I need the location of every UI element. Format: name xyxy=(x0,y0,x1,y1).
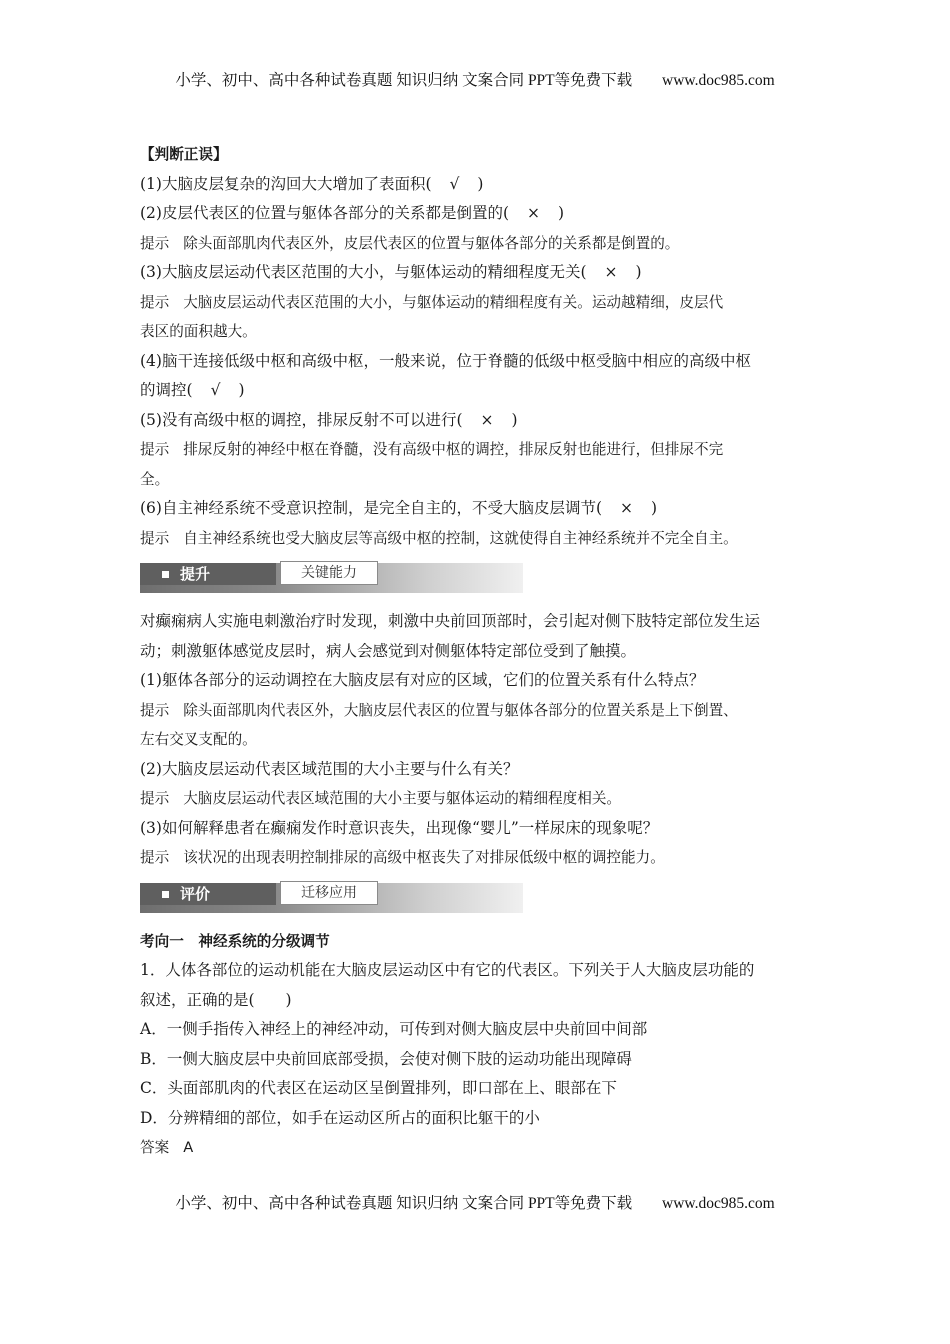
judge-item-5: (5)没有高级中枢的调控，排尿反射不可以进行( × ) xyxy=(140,406,820,436)
judge-item-6: (6)自主神经系统不受意识控制，是完全自主的，不受大脑皮层调节( × ) xyxy=(140,494,820,524)
improve-answer-2: 提示 大脑皮层运动代表区域范围的大小主要与躯体运动的精细程度相关。 xyxy=(140,790,622,807)
improve-question-2: (2)大脑皮层运动代表区域范围的大小主要与什么有关？ xyxy=(140,759,519,778)
cross-mark: × xyxy=(604,263,618,281)
improve-question-1: (1)躯体各部分的运动调控在大脑皮层有对应的区域，它们的位置关系有什么特点？ xyxy=(140,671,705,689)
hint-6: 提示 自主神经系统也受大脑皮层等高级中枢的控制，这就使得自主神经系统并不完全自主。 xyxy=(140,529,738,547)
option-c: C．头面部肌肉的代表区在运动区呈倒置排列，即口部在上、眼部在下 xyxy=(140,1079,617,1097)
question-1: 1．人体各部位的运动机能在大脑皮层运动区中有它的代表区。下列关于人大脑皮层功能的 叙述，正确的是( ) xyxy=(140,961,755,1009)
judge-item-3: (3)大脑皮层运动代表区范围的大小，与躯体运动的精细程度无关( × ) xyxy=(140,258,820,288)
section-banner-improve: 提升 关键能力 xyxy=(140,559,523,593)
option-b: B．一侧大脑皮层中央前回底部受损，会使对侧下肢的运动功能出现障碍 xyxy=(140,1049,632,1068)
improve-intro: 对癫痫病人实施电刺激治疗时发现，刺激中央前回顶部时，会引起对侧下肢特定部位发生运 动；刺激躯体感觉皮层时，病人会感觉到对侧躯体特定部位受到了触摸。 xyxy=(140,612,761,660)
improve-answer-3: 提示 该状况的出现表明控制排尿的高级中枢丧失了对排尿低级中枢的调控能力。 xyxy=(140,849,665,866)
section-banner-evaluate: 评价 迁移应用 xyxy=(140,879,523,913)
hint-5: 提示 排尿反射的神经中枢在脊髓，没有高级中枢的调控，排尿反射也能进行，但排尿不完 全。 xyxy=(140,441,724,488)
footer-url[interactable]: www.doc985.com xyxy=(662,1195,775,1212)
improve-question-3: (3)如何解释患者在癫痫发作时意识丧失，出现像“婴儿”一样尿床的现象呢？ xyxy=(140,818,659,837)
judge-title: 【判断正误】 xyxy=(140,146,228,163)
cross-mark: × xyxy=(620,499,634,517)
header-text: 小学、初中、高中各种试卷真题 知识归纳 文案合同 PPT等免费下载 xyxy=(175,72,633,89)
footer-text: 小学、初中、高中各种试卷真题 知识归纳 文案合同 PPT等免费下载 xyxy=(175,1195,633,1212)
section-title: 考向一 神经系统的分级调节 xyxy=(140,932,330,950)
square-icon xyxy=(162,891,169,898)
judge-item-4: (4)脑干连接低级中枢和高级中枢，一般来说，位于脊髓的低级中枢受脑中相应的高级中枢 的调控( √ ) xyxy=(140,347,820,406)
check-mark: √ xyxy=(449,174,460,193)
improve-answer-1: 提示 除头面部肌肉代表区外，大脑皮层代表区的位置与躯体各部分的位置关系是上下倒置、 左右交叉支配的。 xyxy=(140,701,738,748)
cross-mark: × xyxy=(480,410,494,429)
check-mark: √ xyxy=(210,381,221,399)
option-d: D．分辨精细的部位，如手在运动区所占的面积比躯干的小 xyxy=(140,1108,540,1127)
option-a: A．一侧手指传入神经上的神经冲动，可传到对侧大脑皮层中央前回中间部 xyxy=(140,1020,648,1038)
page-footer xyxy=(0,1191,950,1213)
cross-mark: × xyxy=(527,204,541,222)
header-url[interactable]: www.doc985.com xyxy=(662,72,775,89)
answer: 答案 A xyxy=(140,1139,194,1156)
hint-2: 提示 除头面部肌肉代表区外，皮层代表区的位置与躯体各部分的关系都是倒置的。 xyxy=(140,234,680,252)
judge-item-2: (2)皮层代表区的位置与躯体各部分的关系都是倒置的( × ) xyxy=(140,199,820,229)
page-header xyxy=(0,68,950,90)
main-content xyxy=(140,140,820,1163)
square-icon xyxy=(162,571,169,578)
judge-item-1: (1)大脑皮层复杂的沟回大大增加了表面积( √ ) xyxy=(140,170,820,200)
hint-3: 提示 大脑皮层运动代表区范围的大小，与躯体运动的精细程度有关。运动越精细，皮层代 表区的面积越大。 xyxy=(140,293,724,340)
